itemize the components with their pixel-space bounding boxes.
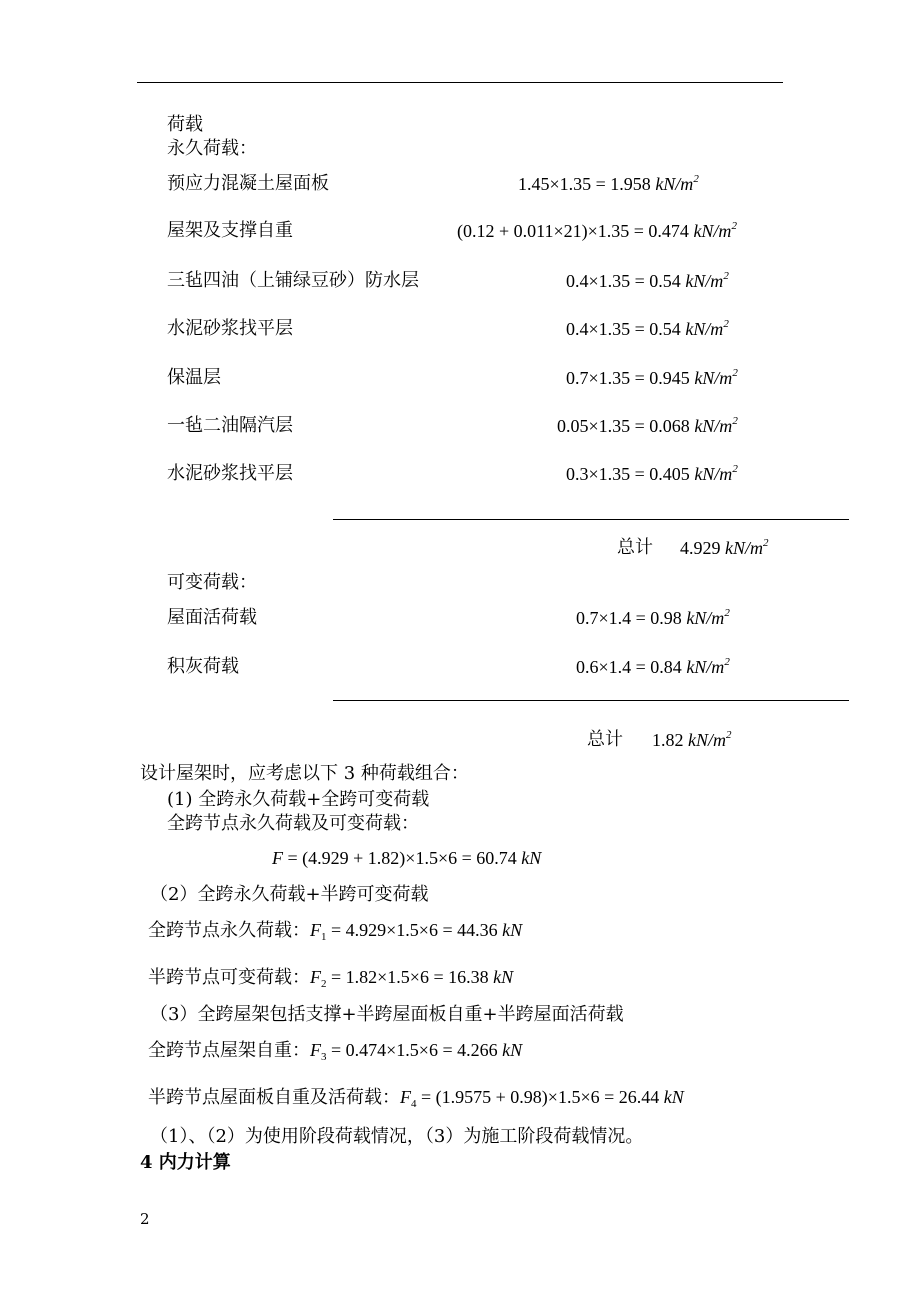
total-value: 1.82 $kN/m^2$ [652,729,732,750]
load-expression: 0.4×1.35 = 0.54 $kN/m^2$ [566,270,729,291]
combo-2-line-1: 全跨节点永久荷载：$F_1 = 4.929\times 1.5\times 6 = 44.36$ kN [148,920,523,943]
total-label: 总计 [587,729,623,750]
combo-3-title: （3）全跨屋架包括支撑+半跨屋面板自重+半跨屋面活荷载 [150,1004,624,1025]
variable-loads-title: 可变荷载： [167,572,257,593]
load-expression: 0.6×1.4 = 0.84 $kN/m^2$ [576,656,730,677]
combos-intro: 设计屋架时，应考虑以下 3 种荷载组合： [140,763,469,784]
combo-note: （1）、（2）为使用阶段荷载情况，（3）为施工阶段荷载情况。 [150,1126,644,1147]
loads-heading: 荷载 [167,114,203,135]
load-name: 水泥砂浆找平层 [167,318,293,339]
load-name: 保温层 [167,367,221,388]
load-expression: 1.45×1.35 = 1.958 $kN/m^2$ [518,173,699,194]
permanent-loads-title: 永久荷载： [167,138,257,159]
load-expression: 0.7×1.35 = 0.945 $kN/m^2$ [566,367,738,388]
total-label: 总计 [617,537,653,558]
load-name: 一毡二油隔汽层 [167,415,293,436]
load-name: 积灰荷载 [167,656,239,677]
combo-3-line-2: 半跨节点屋面板自重及活荷载：$F_4 = (1.9575 + 0.98)\times 1.5\times 6 = 26.44$ kN [148,1087,684,1110]
sum-rule [333,519,849,520]
sum-rule [333,700,849,701]
section-heading: 4 内力计算 [140,1152,231,1173]
combo-2-title: （2）全跨永久荷载+半跨可变荷载 [150,884,429,905]
page-number: 2 [140,1210,150,1228]
combo-1-equation: F = (4.929 + 1.82)×1.5×6 = 60.74 kN [272,848,542,868]
load-expression: 0.05×1.35 = 0.068 $kN/m^2$ [557,415,738,436]
combo-3-line-1: 全跨节点屋架自重：$F_3 = 0.474\times 1.5\times 6 = 4.266$ kN [148,1040,523,1063]
load-expression: (0.12 + 0.011×21)×1.35 = 0.474 $kN/m^2$ [457,220,737,241]
load-name: 屋面活荷载 [167,607,257,628]
total-value: 4.929 $kN/m^2$ [680,537,769,558]
load-name: 预应力混凝土屋面板 [167,173,329,194]
load-expression: 0.3×1.35 = 0.405 $kN/m^2$ [566,463,738,484]
load-name: 三毡四油（上铺绿豆砂）防水层 [167,270,419,291]
load-name: 水泥砂浆找平层 [167,463,293,484]
combo-1-subtitle: 全跨节点永久荷载及可变荷载： [167,813,419,834]
header-rule [137,82,783,83]
load-expression: 0.7×1.4 = 0.98 $kN/m^2$ [576,607,730,628]
combo-2-line-2: 半跨节点可变荷载：$F_2 = 1.82\times 1.5\times 6 = 16.38$ kN [148,967,514,990]
load-expression: 0.4×1.35 = 0.54 $kN/m^2$ [566,318,729,339]
combo-1-title: (1) 全跨永久荷载+全跨可变荷载 [167,789,430,810]
load-name: 屋架及支撑自重 [167,220,293,241]
